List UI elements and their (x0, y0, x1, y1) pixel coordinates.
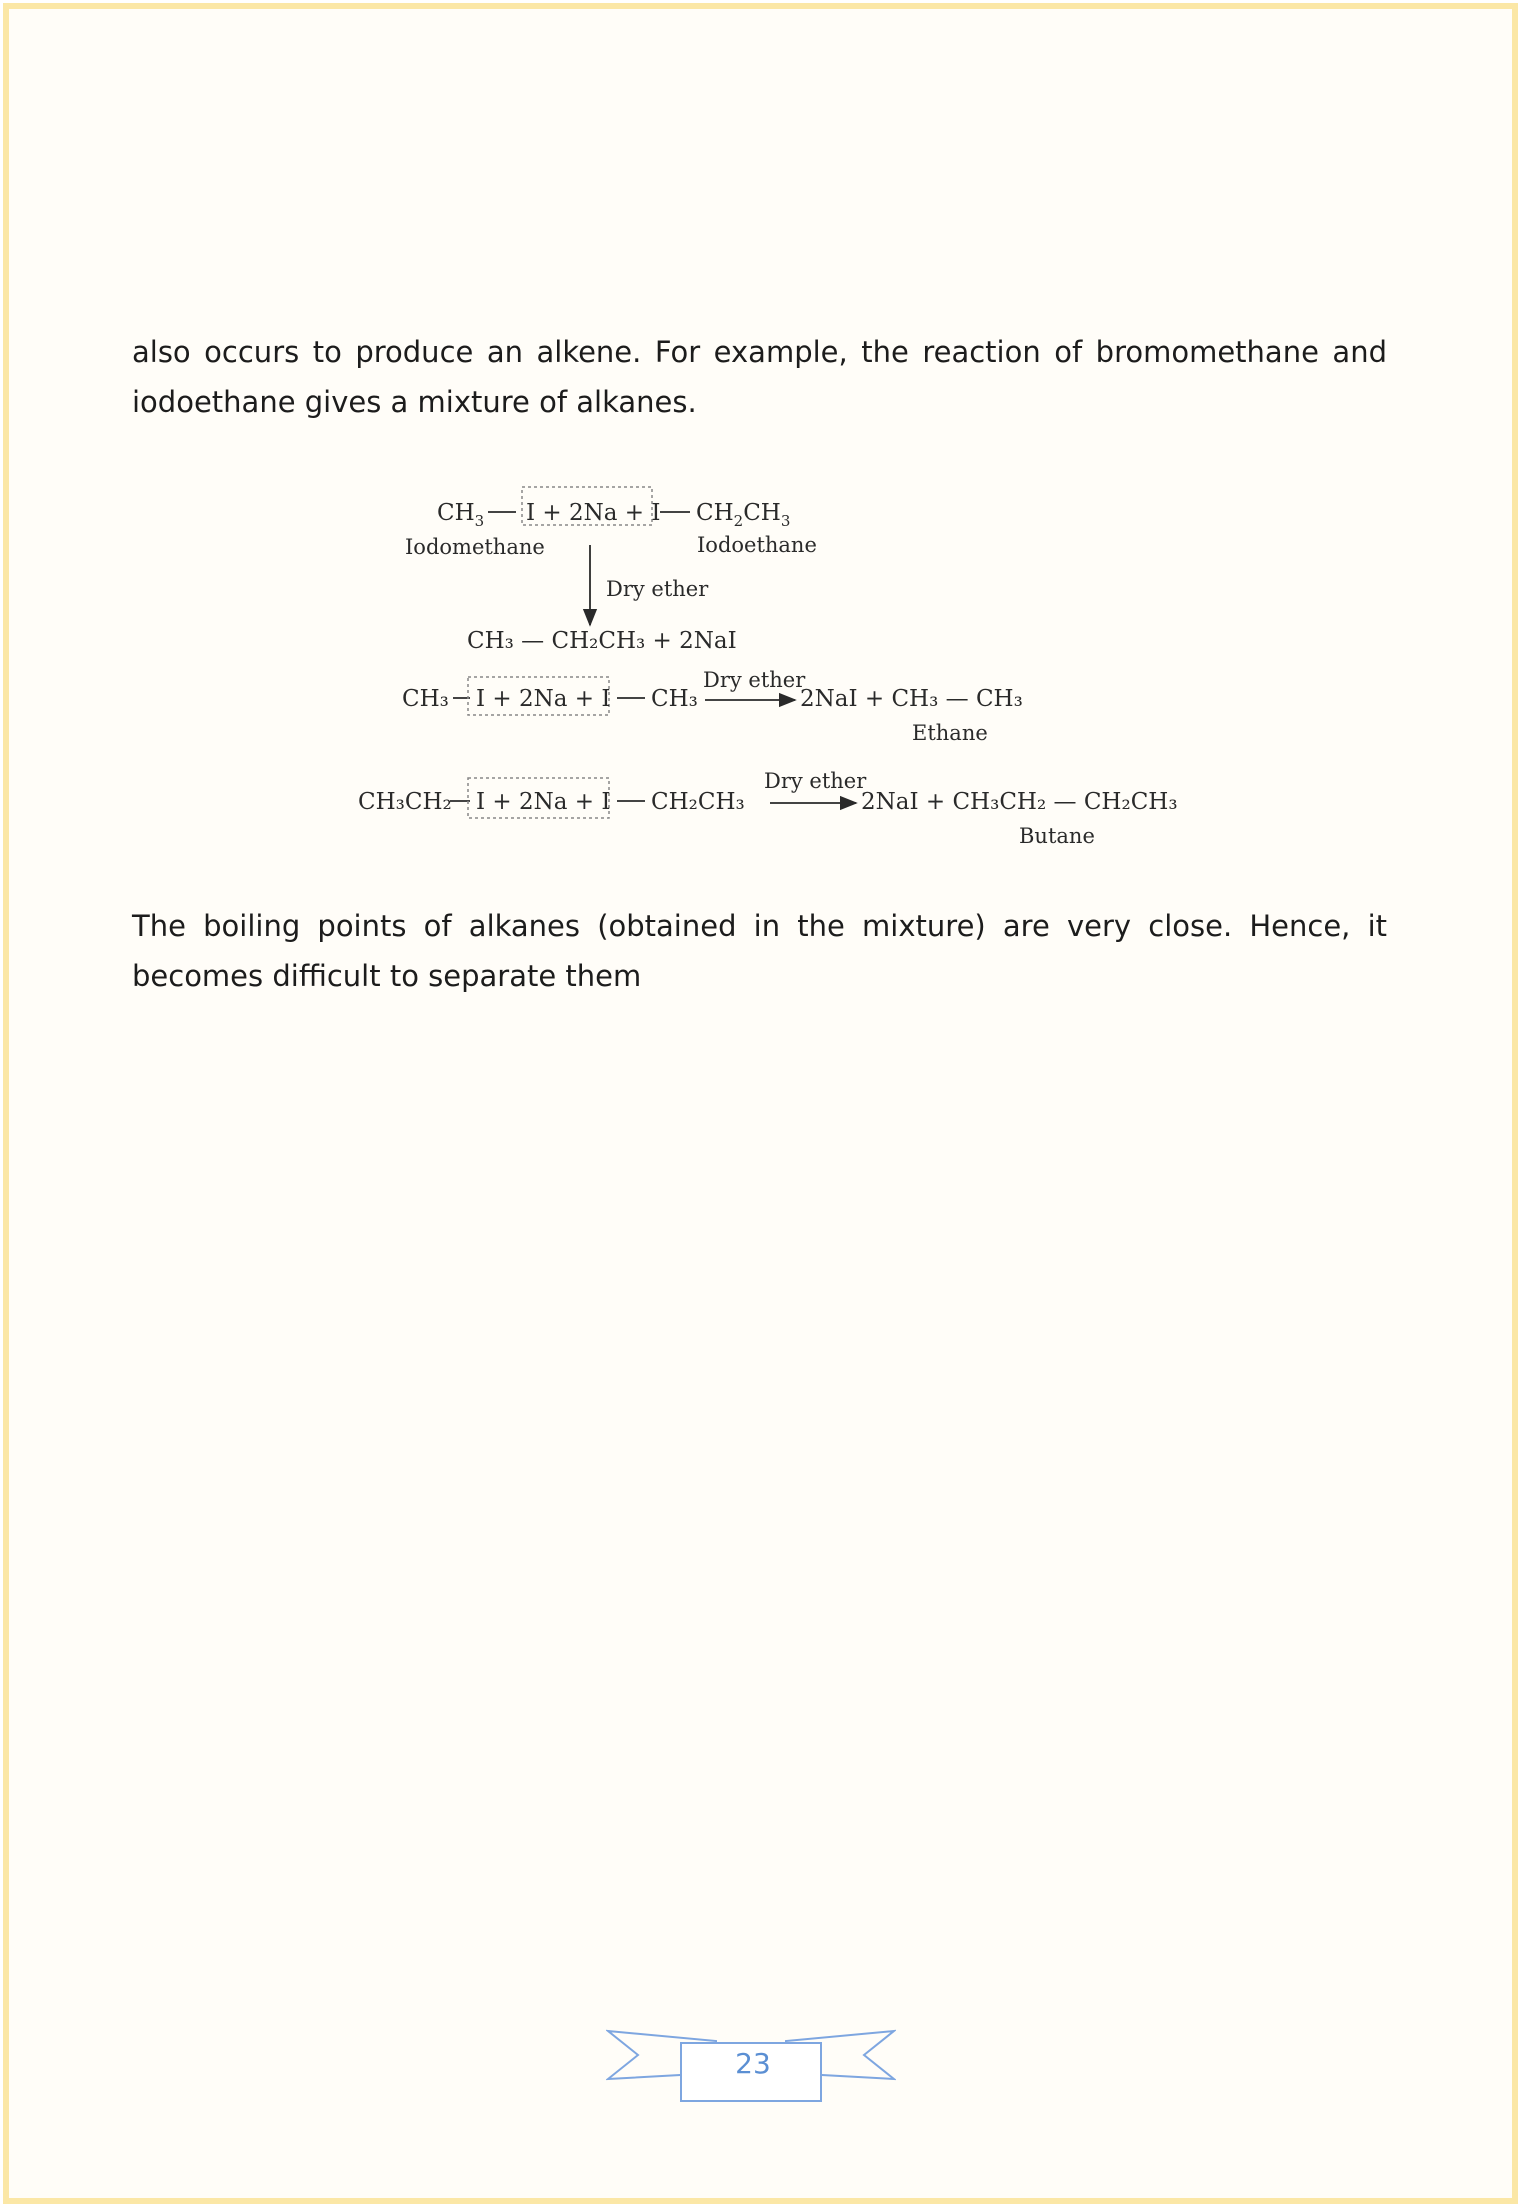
r3-product: 2NaI + CH₃CH₂ — CH₂CH₃ (861, 789, 1178, 815)
r3-product-name: Butane (1019, 824, 1095, 848)
r1-label-iodoethane: Iodoethane (697, 533, 817, 557)
r2-right-group: CH₃ (651, 686, 698, 712)
paragraph-intro: also occurs to produce an alkene. For example, the reaction of bromomethane and iodoethane gives a mixture of alkanes. (132, 335, 1387, 419)
r2-reactant: CH₃ (402, 686, 449, 712)
page-number: 23 (735, 2047, 771, 2080)
r2-arrow-label: Dry ether (703, 668, 806, 692)
r1-product: CH₃ — CH₂CH₃ + 2NaI (467, 628, 737, 654)
r1-right-group: $CH_2CH_3$ (696, 500, 791, 530)
r2-product-name: Ethane (912, 721, 988, 745)
r3-reactant: CH₃CH₂ (358, 789, 452, 815)
r2-product: 2NaI + CH₃ — CH₃ (800, 686, 1023, 712)
r1-arrow-label: Dry ether (606, 577, 709, 601)
r1-box-text: I + 2Na + I (526, 500, 661, 526)
paragraph-conclusion: The boiling points of alkanes (obtained in the mixture) are very close. Hence, it becomes difficult to separate them (132, 909, 1387, 993)
r3-box-text: I + 2Na + I (476, 789, 611, 815)
r2-box-text: I + 2Na + I (476, 686, 611, 712)
r1-left-group: $CH_3$ (437, 500, 485, 530)
r3-right-group: CH₂CH₃ (651, 789, 745, 815)
r1-label-iodomethane: Iodomethane (405, 535, 545, 559)
r3-arrow-label: Dry ether (764, 769, 867, 793)
